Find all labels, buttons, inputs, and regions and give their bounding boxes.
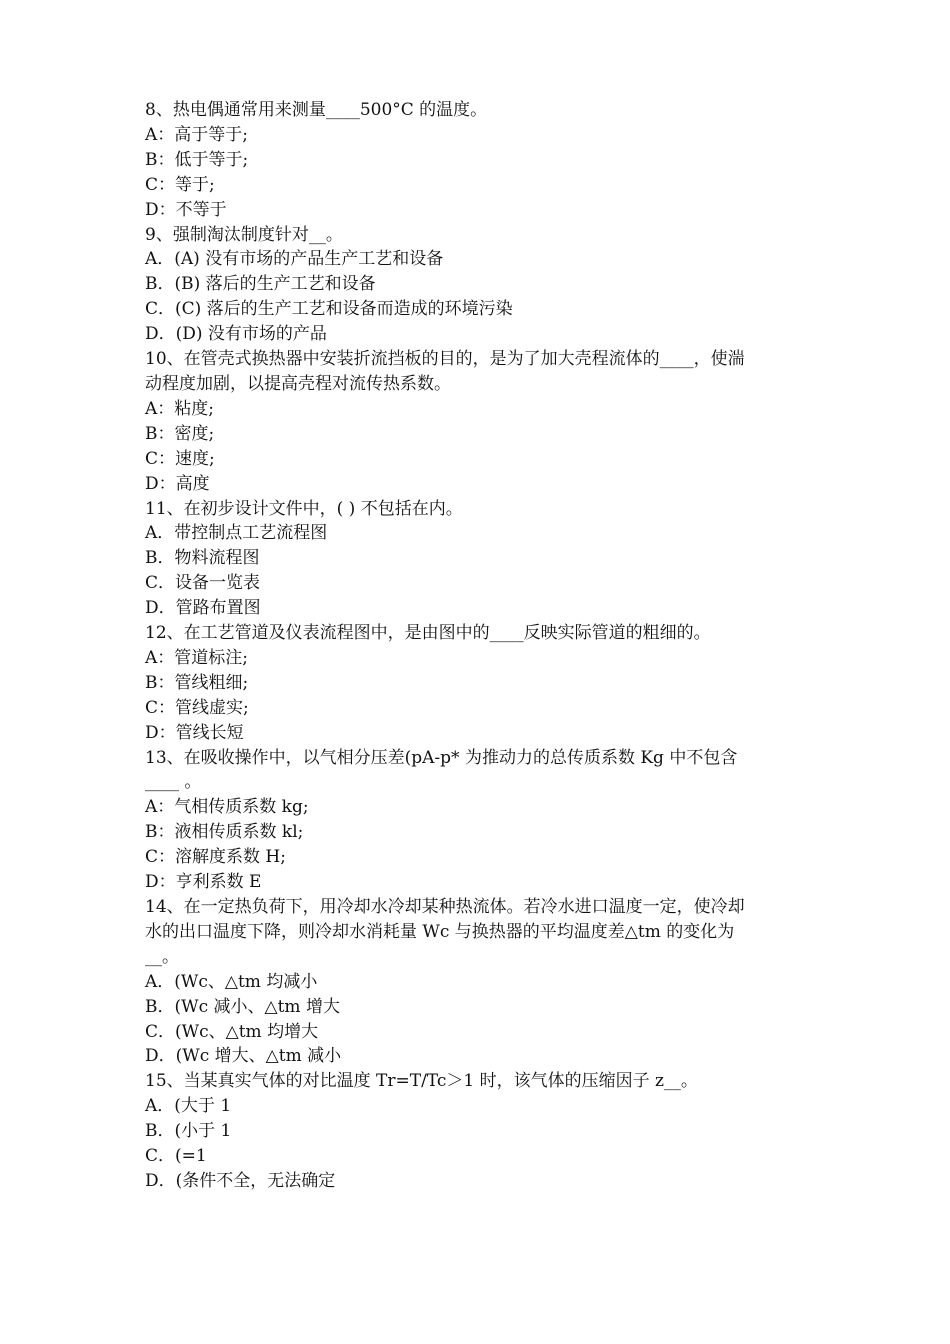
option-c: C：管线虚实; — [145, 697, 249, 718]
option-b: B：密度; — [145, 423, 215, 444]
question-stem-line-3: __。 — [145, 946, 179, 967]
option-a: A：气相传质系数 kg; — [145, 797, 309, 818]
question-10 — [145, 347, 817, 496]
question-stem: 12、在工艺管道及仪表流程图中，是由图中的____反映实际管道的粗细的。 — [145, 623, 711, 644]
option-c: C．(Wc、△tm 均增大 — [145, 1021, 319, 1042]
question-stem-line-2: 水的出口温度下降，则冷却水消耗量 Wc 与换热器的平均温度差△tm 的变化为 — [145, 921, 735, 942]
option-a: A：管道标注; — [145, 647, 249, 668]
option-d: D．管路布置图 — [145, 598, 261, 619]
option-d: D．(D) 没有市场的产品 — [145, 324, 327, 345]
option-c: C．(=1 — [145, 1146, 207, 1167]
option-b: B：管线粗细; — [145, 672, 249, 693]
question-9 — [145, 223, 817, 348]
option-b: B．物料流程图 — [145, 548, 260, 569]
option-c: C．(C) 落后的生产工艺和设备而造成的环境污染 — [145, 299, 513, 320]
question-stem-line-1: 13、在吸收操作中，以气相分压差(pA-p* 为推动力的总传质系数 Kg 中不包含 — [145, 747, 738, 768]
option-a: A：粘度; — [145, 398, 215, 419]
question-stem-line-2: ____ 。 — [145, 772, 202, 793]
question-14 — [145, 895, 817, 1069]
option-d: D：亨利系数 E — [145, 872, 262, 893]
question-13 — [145, 746, 817, 895]
option-b: B．(B) 落后的生产工艺和设备 — [145, 274, 376, 295]
document-page — [145, 98, 817, 1194]
option-b: B．(Wc 减小、△tm 增大 — [145, 996, 340, 1017]
question-8 — [145, 98, 817, 223]
option-a: A．(A) 没有市场的产品生产工艺和设备 — [145, 249, 444, 270]
option-d: D．(条件不全，无法确定 — [145, 1170, 336, 1191]
question-stem: 9、强制淘汰制度针对__。 — [145, 224, 343, 245]
option-a: A．(大于 1 — [145, 1096, 232, 1117]
option-c: C：等于; — [145, 174, 215, 195]
option-b: B：液相传质系数 kl; — [145, 822, 304, 843]
option-d: D．(Wc 增大、△tm 减小 — [145, 1046, 342, 1067]
question-11 — [145, 497, 817, 622]
option-c: C：溶解度系数 H; — [145, 847, 286, 868]
question-stem: 11、在初步设计文件中，( ) 不包括在内。 — [145, 498, 463, 519]
option-d: D：高度 — [145, 473, 210, 494]
option-a: A：高于等于; — [145, 124, 249, 145]
question-stem: 8、热电偶通常用来测量____500°C 的温度。 — [145, 100, 488, 120]
option-a: A．带控制点工艺流程图 — [145, 523, 328, 544]
option-b: B．(小于 1 — [145, 1121, 232, 1142]
question-12 — [145, 621, 817, 746]
option-b: B：低于等于; — [145, 149, 249, 170]
option-d: D：不等于 — [145, 199, 227, 220]
question-stem-line-1: 14、在一定热负荷下，用冷却水冷却某种热流体。若冷水进口温度一定，使冷却 — [145, 897, 745, 917]
question-stem: 15、当某真实气体的对比温度 Tr=T/Tc＞1 时，该气体的压缩因子 z__。 — [145, 1071, 698, 1092]
question-stem-line-1: 10、在管壳式换热器中安装折流挡板的目的，是为了加大壳程流体的____，使湍 — [145, 349, 745, 370]
question-15 — [145, 1069, 817, 1194]
option-c: C：速度; — [145, 448, 215, 469]
option-a: A．(Wc、△tm 均减小 — [145, 971, 318, 992]
question-stem-line-2: 动程度加剧，以提高壳程对流传热系数。 — [145, 373, 451, 394]
option-c: C．设备一览表 — [145, 573, 261, 594]
option-d: D：管线长短 — [145, 722, 244, 743]
